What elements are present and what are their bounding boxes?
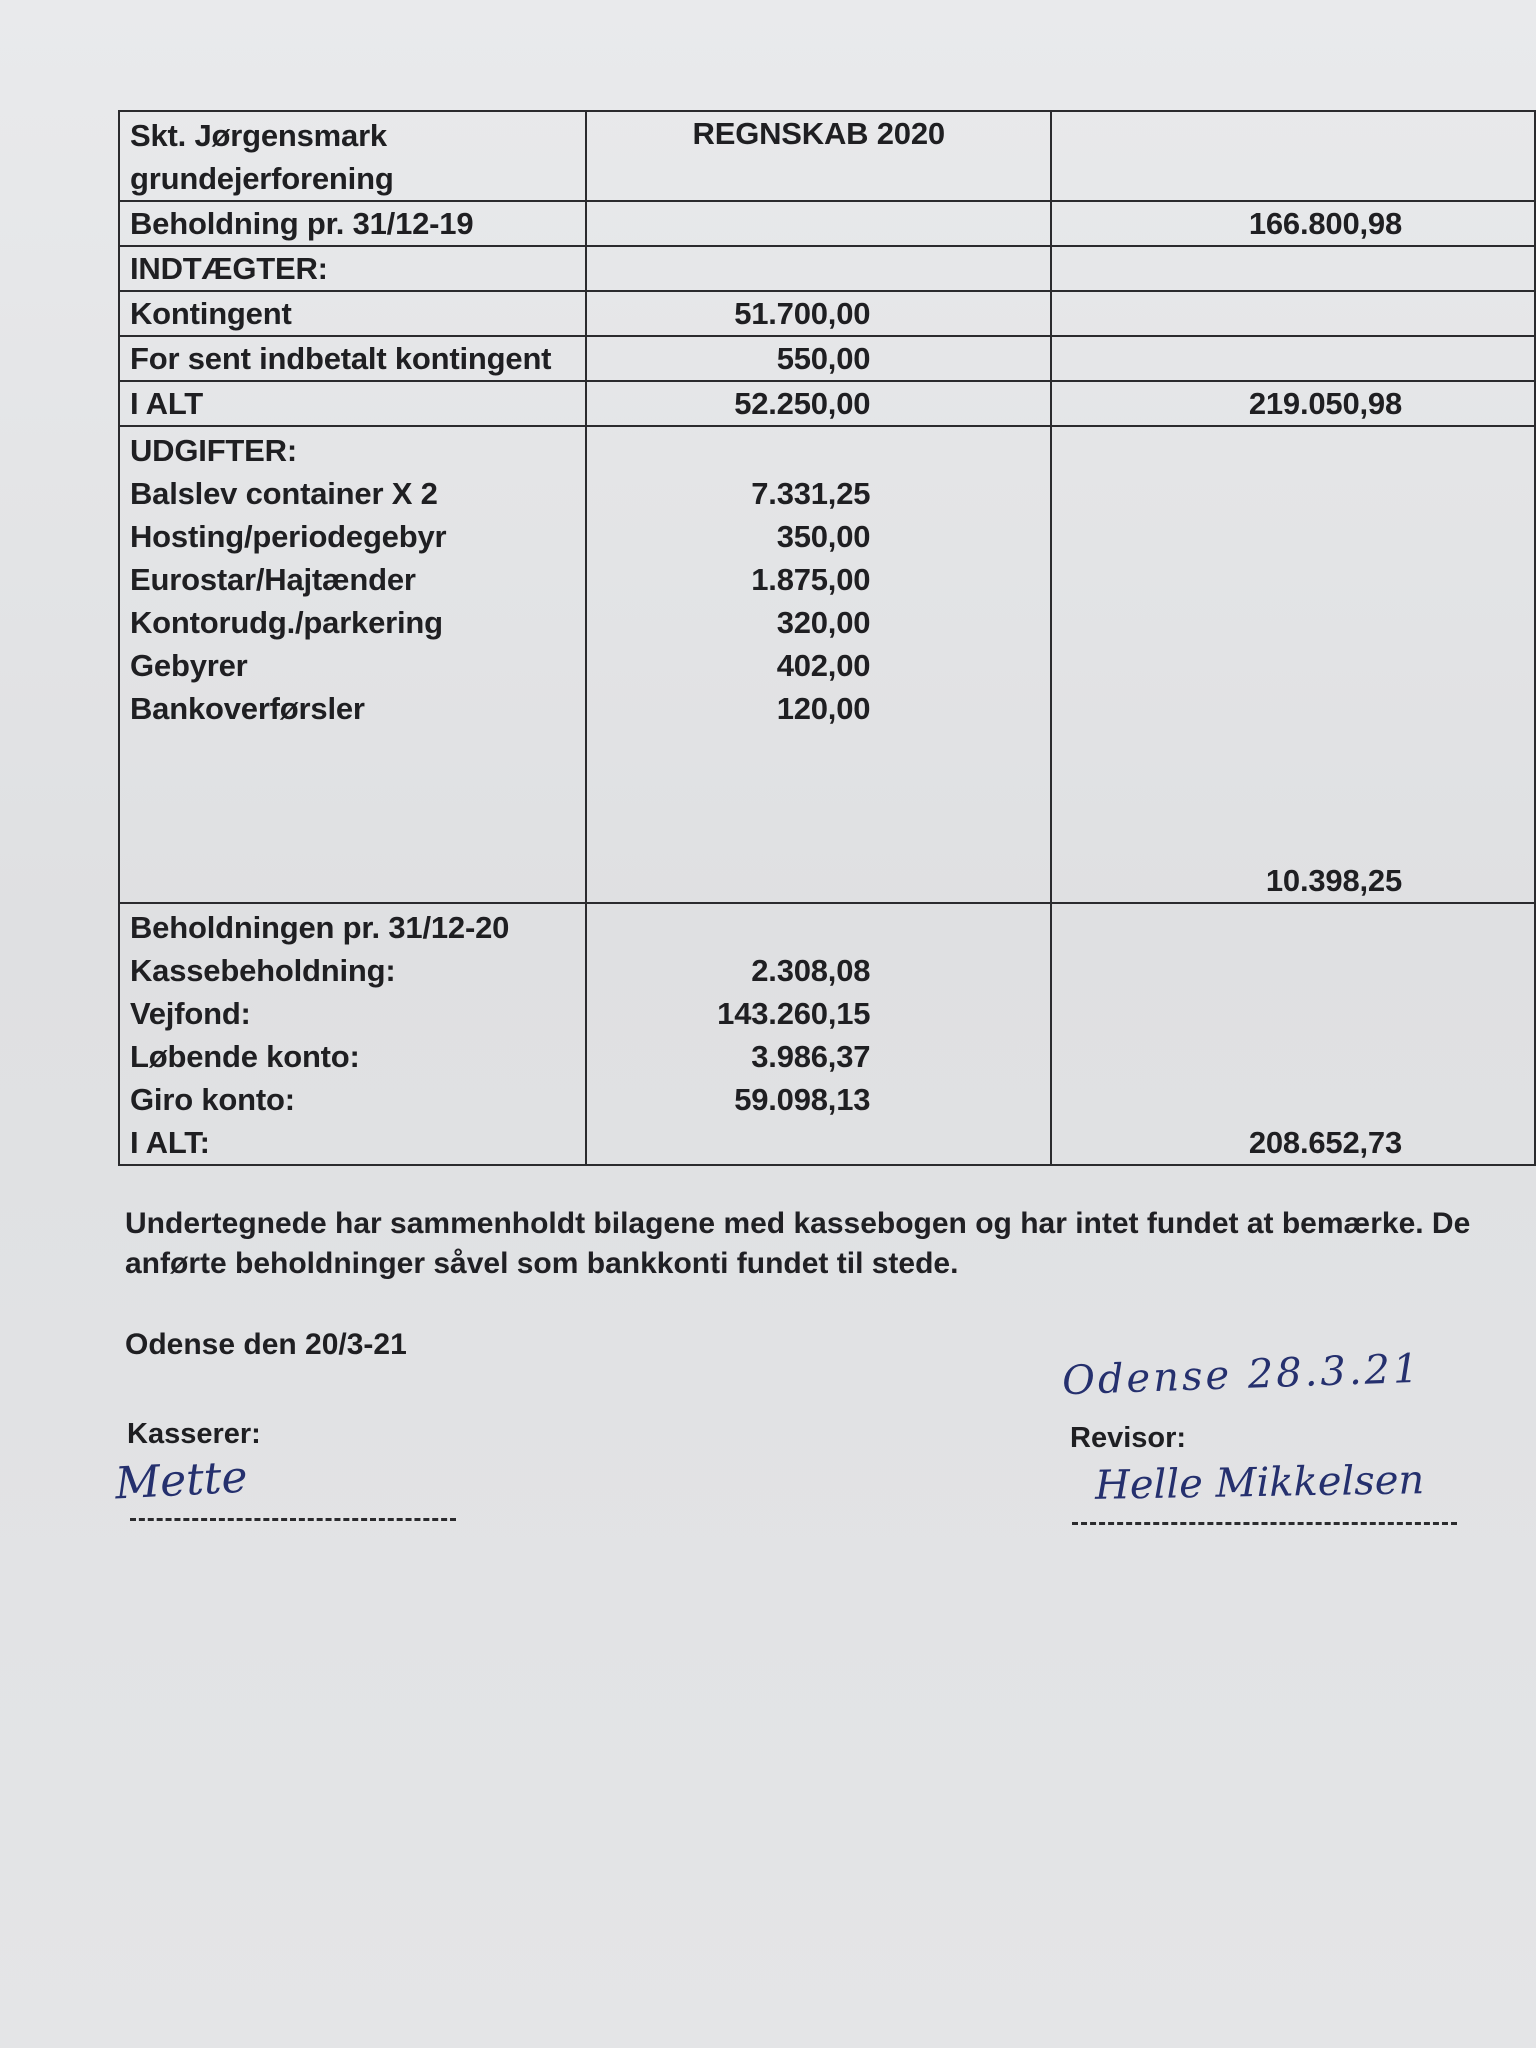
revisor-signature-line xyxy=(1072,1522,1457,1525)
kasserer-signature-line xyxy=(130,1518,456,1521)
closing-amount: 2.308,08 xyxy=(751,953,871,988)
place-date: Odense den 20/3-21 xyxy=(125,1328,407,1361)
closing-labels-cell xyxy=(119,903,586,1165)
empty-cell xyxy=(1051,336,1535,381)
closing-label: Kassebeholdning: xyxy=(130,953,396,988)
expense-amount: 120,00 xyxy=(776,691,871,726)
running-total-amount: 219.050,98 xyxy=(1051,381,1535,426)
opening-balance-label: Beholdning pr. 31/12-19 xyxy=(119,201,586,246)
expense-amount: 320,00 xyxy=(776,605,871,640)
income-heading-row xyxy=(119,246,1535,291)
association-name-cell xyxy=(119,111,586,201)
opening-balance-empty xyxy=(586,201,1051,246)
closing-total-amount: 208.652,73 xyxy=(1051,903,1535,1165)
expense-label: Bankoverførsler xyxy=(130,691,365,726)
audit-statement: Undertegnede har sammenholdt bilagene med kassebogen og har intet fundet at bemærke. De anførte beholdninger såvel som bankkonti fundet til stede. xyxy=(125,1207,1471,1280)
expense-amount: 350,00 xyxy=(776,519,871,554)
expense-label: Gebyrer xyxy=(130,648,248,683)
closing-total-label: I ALT: xyxy=(130,1125,210,1160)
income-row xyxy=(119,291,1535,336)
income-row xyxy=(119,336,1535,381)
empty-cell xyxy=(1051,246,1535,291)
expenses-row xyxy=(119,426,1535,903)
accounts-table xyxy=(118,110,1536,1166)
income-amount: 550,00 xyxy=(586,336,1051,381)
empty-cell xyxy=(586,246,1051,291)
header-row xyxy=(119,111,1535,201)
expense-label: Kontorudg./parkering xyxy=(130,605,443,640)
spacer xyxy=(130,730,575,902)
expense-amount: 402,00 xyxy=(776,648,871,683)
closing-amount: 59.098,13 xyxy=(734,1082,871,1117)
report-title: REGNSKAB 2020 xyxy=(586,111,1051,201)
opening-balance-row xyxy=(119,201,1535,246)
expense-amount: 1.875,00 xyxy=(751,562,871,597)
closing-label: Vejfond: xyxy=(130,996,251,1031)
revisor-label: Revisor: xyxy=(1070,1422,1187,1454)
expense-label: Eurostar/Hajtænder xyxy=(130,562,416,597)
closing-amount: 3.986,37 xyxy=(751,1039,871,1074)
closing-label: Giro konto: xyxy=(130,1082,295,1117)
header-empty-cell xyxy=(1051,111,1535,201)
income-amount: 51.700,00 xyxy=(586,291,1051,336)
expenses-heading: UDGIFTER: xyxy=(130,433,297,468)
empty-cell xyxy=(1051,291,1535,336)
income-total-amount: 52.250,00 xyxy=(586,381,1051,426)
expense-label: Hosting/periodegebyr xyxy=(130,519,447,554)
expenses-amounts-cell xyxy=(586,426,1051,903)
closing-label: Løbende konto: xyxy=(130,1039,360,1074)
closing-amounts-cell xyxy=(586,903,1051,1165)
expenses-labels-cell xyxy=(119,426,586,903)
association-name-line-1: Skt. Jørgensmark xyxy=(130,118,387,153)
expenses-total-amount: 10.398,25 xyxy=(1051,426,1535,903)
income-label: For sent indbetalt kontingent xyxy=(119,336,586,381)
income-heading: INDTÆGTER: xyxy=(119,246,586,291)
association-name-line-2: grundejerforening xyxy=(130,161,394,196)
kasserer-label: Kasserer: xyxy=(127,1418,261,1450)
expense-amount: 7.331,25 xyxy=(751,476,871,511)
closing-amount: 143.260,15 xyxy=(717,996,871,1031)
revisor-handwritten-date: Odense 28.3.21 xyxy=(1061,1345,1423,1405)
income-total-row xyxy=(119,381,1535,426)
closing-row xyxy=(119,903,1535,1165)
opening-balance-amount: 166.800,98 xyxy=(1051,201,1535,246)
income-total-label: I ALT xyxy=(119,381,586,426)
closing-heading: Beholdningen pr. 31/12-20 xyxy=(130,910,510,945)
expense-label: Balslev container X 2 xyxy=(130,476,438,511)
kasserer-signature: Mette xyxy=(113,1451,249,1510)
income-label: Kontingent xyxy=(119,291,586,336)
revisor-signature: Helle Mikkelsen xyxy=(1094,1457,1425,1509)
